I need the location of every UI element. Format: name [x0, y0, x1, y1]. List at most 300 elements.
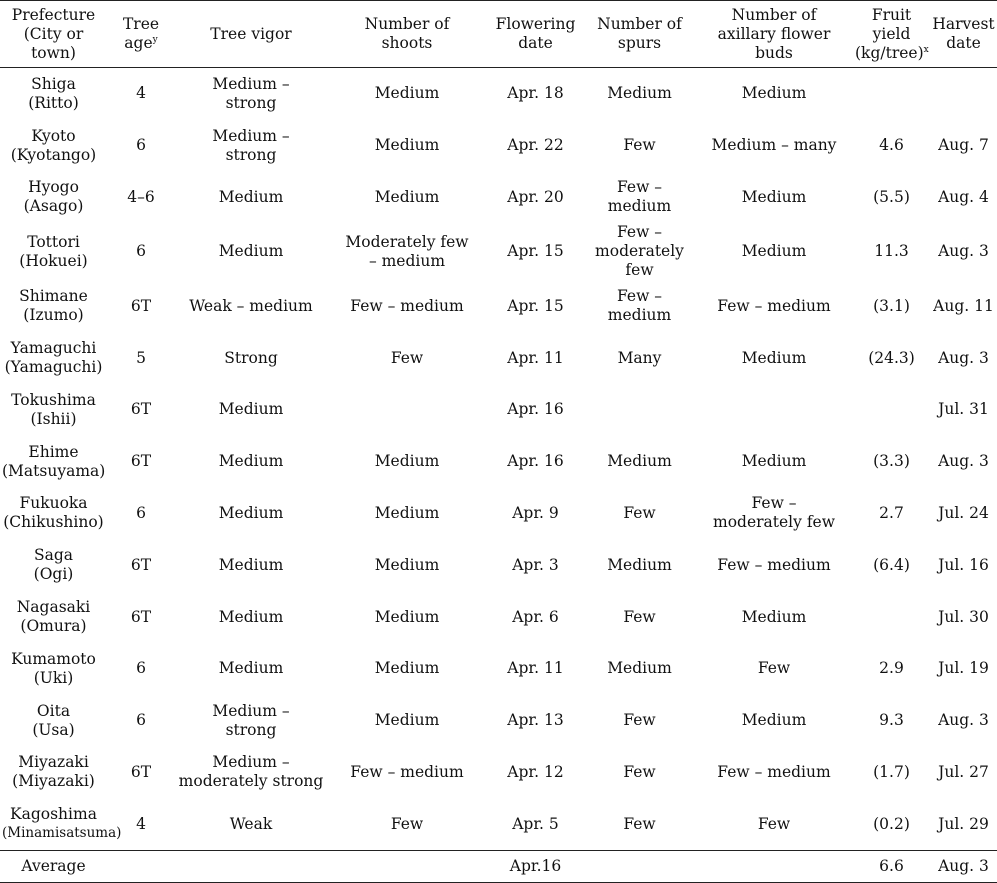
cell-spurs-text: Few [623, 136, 656, 155]
prefecture-name: Nagasaki [16, 598, 91, 617]
cell-fruit-yield [853, 798, 930, 850]
cell-harvest-date [930, 223, 997, 280]
cell-axillary-buds [695, 172, 853, 224]
cell-fruit-yield [853, 332, 930, 384]
cell-tree-vigor-text: Weak [229, 814, 273, 833]
cell-tree-age [107, 332, 175, 384]
prefecture-name: Kumamoto [11, 649, 96, 668]
cell-prefecture [0, 539, 107, 591]
cell-fruit-yield-text: 9.3 [879, 711, 904, 730]
cell-tree-age-text: 6 [136, 136, 146, 155]
cell-spurs-text: Few [623, 814, 656, 833]
cell-harvest-date [930, 436, 997, 488]
city-name: (Izumo) [23, 306, 84, 325]
cell-axillary-buds [695, 747, 853, 799]
cell-axillary-buds [695, 488, 853, 540]
cell-flowering-date [487, 68, 584, 120]
header-shoots: Number of shoots [327, 1, 487, 68]
cell-harvest-date-text: Jul. 16 [938, 555, 989, 574]
cell-harvest-date-text: Jul. 19 [938, 659, 989, 678]
cell-fruit-yield [853, 120, 930, 172]
cell-axillary-buds-text: Few – medium [717, 555, 831, 574]
cell-prefecture [0, 798, 122, 850]
cell-shoots [327, 280, 487, 332]
cell-spurs-text: Medium [607, 555, 672, 574]
table-header [0, 1, 997, 68]
city-name: (Asago) [23, 197, 84, 216]
cell-shoots-text: Few [390, 348, 424, 367]
cell-shoots-text: Medium [374, 136, 440, 155]
cell-tree-age [107, 747, 175, 799]
cell-fruit-yield [853, 539, 930, 591]
cell-tree-age-text: 4 [136, 84, 146, 103]
cell-tree-age [107, 68, 175, 120]
prefecture-name: Tokushima [11, 390, 96, 409]
cell-spurs-text: Medium [607, 84, 672, 103]
table-row [0, 436, 997, 488]
cell-axillary-buds [695, 332, 853, 384]
cell-harvest-date-text: Aug. 3 [938, 242, 989, 261]
cell-tree-vigor [175, 172, 327, 224]
city-name: (Yamaguchi) [4, 358, 103, 377]
cell-fruit-yield [853, 747, 930, 799]
cell-tree-vigor [175, 695, 327, 747]
cell-harvest-date [930, 384, 997, 436]
cell-shoots-text: Medium [374, 84, 440, 103]
table-row [0, 384, 997, 436]
cell-prefecture [0, 332, 107, 384]
cell-tree-age [107, 120, 175, 172]
cell-harvest-date [930, 643, 997, 695]
cell-tree-vigor [175, 120, 327, 172]
table-row [0, 488, 997, 540]
prefecture-name: Yamaguchi [10, 339, 97, 358]
cell-fruit-yield [853, 436, 930, 488]
cell-axillary-buds [695, 695, 853, 747]
cell-harvest-date [930, 539, 997, 591]
cell-shoots [327, 643, 487, 695]
city-name: (Usa) [32, 720, 75, 739]
cell-tree-vigor [175, 643, 327, 695]
cell-flowering-date-text: Apr. 20 [507, 187, 564, 206]
table-row [0, 172, 997, 224]
cell-tree-vigor [175, 591, 327, 643]
cell-prefecture [0, 436, 107, 488]
cell-tree-age-text: 6T [130, 555, 152, 574]
cell-spurs-text: Few – medium [607, 287, 672, 325]
cell-harvest-date-text: Aug. 7 [938, 136, 989, 155]
cell-flowering-date [487, 591, 584, 643]
cell-prefecture [0, 223, 107, 280]
cell-fruit-yield [853, 172, 930, 224]
table-row [0, 280, 997, 332]
cell-tree-age [107, 384, 175, 436]
cell-shoots [327, 539, 487, 591]
prefecture-name: Shiga [31, 74, 76, 93]
cell-flowering-date-text: Apr. 9 [512, 503, 559, 522]
cell-tree-age [107, 436, 175, 488]
cell-fruit-yield-text: 11.3 [874, 242, 909, 261]
cell-flowering-date-text: Apr. 16 [507, 400, 564, 419]
cell-tree-vigor-text: Medium [218, 659, 284, 678]
cell-tree-age-text: 6T [130, 762, 152, 781]
cell-fruit-yield [853, 591, 930, 643]
cell-flowering-date [487, 223, 584, 280]
cell-tree-vigor-text: Medium [218, 452, 284, 471]
average-label: Average [0, 851, 107, 883]
cell-axillary-buds-text: Few – medium [717, 762, 831, 781]
cell-shoots [327, 798, 487, 850]
cell-fruit-yield-text: (5.5) [873, 187, 910, 206]
cell-flowering-date [487, 172, 584, 224]
city-name: (Minamisatsuma) [2, 825, 122, 842]
cell-spurs-text: Medium [607, 659, 672, 678]
cell-fruit-yield-text: (0.2) [873, 814, 910, 833]
cell-flowering-date-text: Apr. 15 [507, 242, 564, 261]
table-row [0, 120, 997, 172]
cell-tree-age-text: 6T [130, 400, 152, 419]
cell-spurs [584, 172, 695, 224]
prefecture-name: Oita [36, 701, 71, 720]
cell-tree-age-text: 6 [136, 711, 146, 730]
cell-axillary-buds [695, 539, 853, 591]
cell-tree-vigor-text: Medium [218, 400, 284, 419]
cell-tree-age-text: 5 [136, 348, 146, 367]
cell-axillary-buds-text: Few [757, 814, 791, 833]
cell-harvest-date-text: Aug. 11 [933, 296, 994, 315]
cell-harvest-date-text: Jul. 30 [938, 607, 989, 626]
cell-tree-vigor [175, 332, 327, 384]
cell-spurs-text: Few [623, 607, 656, 626]
cell-axillary-buds [695, 643, 853, 695]
cell-tree-age [107, 539, 175, 591]
cell-flowering-date-text: Apr. 3 [512, 555, 559, 574]
header-axillary-buds: Number of axillary flower buds [695, 1, 853, 68]
cell-axillary-buds [695, 120, 853, 172]
cell-harvest-date [930, 280, 997, 332]
cell-flowering-date [487, 332, 584, 384]
cell-fruit-yield [853, 488, 930, 540]
cell-tree-vigor-text: Medium [218, 187, 284, 206]
table-row [0, 695, 997, 747]
cell-spurs-text: Many [617, 348, 662, 367]
cell-harvest-date-text: Aug. 4 [938, 187, 989, 206]
cell-harvest-date [930, 172, 997, 224]
cell-axillary-buds-text: Medium [741, 348, 807, 367]
cell-harvest-date-text: Aug. 3 [938, 711, 989, 730]
cell-spurs [584, 68, 695, 120]
cell-spurs [584, 591, 695, 643]
cell-prefecture [0, 488, 107, 540]
cell-flowering-date-text: Apr. 12 [507, 762, 564, 781]
prefecture-name: Ehime [28, 442, 79, 461]
cell-axillary-buds-text: Few – medium [717, 296, 831, 315]
cell-tree-vigor-text: Medium – strong [212, 701, 290, 739]
cell-shoots-text: Medium [374, 555, 440, 574]
cell-fruit-yield-text: (24.3) [868, 348, 915, 367]
average-yield: 6.6 [853, 851, 930, 883]
cell-harvest-date [930, 695, 997, 747]
cell-axillary-buds [695, 223, 853, 280]
prefecture-name: Hyogo [28, 178, 79, 197]
cell-tree-vigor-text: Medium – moderately strong [178, 753, 324, 791]
cell-fruit-yield-text: (3.3) [873, 452, 910, 471]
cell-spurs-text: Few [623, 503, 656, 522]
header-tree-age: Tree age$^y$ [107, 1, 175, 68]
cell-shoots [327, 436, 487, 488]
header-prefecture: Prefecture (City or town) [0, 1, 107, 68]
cell-tree-age [107, 488, 175, 540]
cell-flowering-date [487, 436, 584, 488]
cell-flowering-date [487, 384, 584, 436]
header-fruit-yield: Fruit yield (kg/tree)$^x$ [853, 1, 930, 68]
prefecture-name: Kagoshima [10, 805, 97, 824]
cell-shoots-text: Few – medium [350, 296, 464, 315]
cell-axillary-buds-text: Few – moderately few [713, 494, 835, 532]
cell-spurs-text: Few [623, 711, 656, 730]
city-name: (Miyazaki) [12, 772, 95, 791]
cell-tree-vigor [175, 68, 327, 120]
cell-shoots [327, 488, 487, 540]
cell-harvest-date-text: Aug. 3 [938, 348, 989, 367]
header-row [0, 1, 997, 68]
cell-flowering-date-text: Apr. 15 [507, 296, 564, 315]
prefecture-name: Fukuoka [19, 494, 88, 513]
cell-tree-vigor [175, 798, 327, 850]
cell-flowering-date-text: Apr. 11 [507, 348, 564, 367]
cell-prefecture [0, 68, 107, 120]
cell-flowering-date [487, 120, 584, 172]
city-name: (Chikushino) [3, 513, 104, 532]
cell-harvest-date-text: Aug. 3 [938, 452, 989, 471]
cell-tree-vigor [175, 436, 327, 488]
cell-flowering-date-text: Apr. 22 [507, 136, 564, 155]
prefecture-name: Kyoto [31, 126, 76, 145]
cell-tree-age-text: 6T [130, 452, 152, 471]
cell-harvest-date-text: Jul. 24 [938, 503, 989, 522]
cell-harvest-date-text: Jul. 31 [938, 400, 989, 419]
table-row [0, 68, 997, 120]
cell-spurs [584, 384, 695, 436]
cell-tree-vigor [175, 747, 327, 799]
cell-axillary-buds [695, 384, 853, 436]
cell-shoots-text: Few – medium [350, 762, 464, 781]
cell-flowering-date [487, 695, 584, 747]
cell-axillary-buds-text: Medium [741, 607, 807, 626]
table-row [0, 539, 997, 591]
table-row [0, 747, 997, 799]
city-name: (Kyotango) [10, 145, 97, 164]
cell-shoots-text: Medium [374, 187, 440, 206]
cell-tree-age-text: 6 [136, 503, 146, 522]
cell-harvest-date [930, 798, 997, 850]
header-tree-vigor: Tree vigor [175, 1, 327, 68]
cell-spurs [584, 120, 695, 172]
cell-axillary-buds [695, 436, 853, 488]
cell-spurs [584, 798, 695, 850]
cell-flowering-date-text: Apr. 6 [512, 607, 559, 626]
cell-spurs-text: Few – moderately few [595, 223, 684, 280]
cell-axillary-buds-text: Medium [741, 452, 807, 471]
cell-flowering-date-text: Apr. 5 [512, 814, 559, 833]
cell-prefecture [0, 280, 107, 332]
cell-tree-age [107, 280, 175, 332]
cell-flowering-date [487, 280, 584, 332]
cell-shoots-text: Medium [374, 711, 440, 730]
cell-prefecture [0, 384, 107, 436]
cell-spurs [584, 643, 695, 695]
cell-spurs [584, 332, 695, 384]
cell-tree-age [107, 591, 175, 643]
cell-fruit-yield [853, 68, 930, 120]
cell-tree-vigor [175, 539, 327, 591]
cell-axillary-buds-text: Medium – many [711, 136, 837, 155]
cell-tree-age-text: 6 [136, 242, 146, 261]
cell-spurs-text: Few – medium [607, 178, 672, 216]
cell-spurs [584, 539, 695, 591]
cell-flowering-date-text: Apr. 11 [507, 659, 564, 678]
cell-axillary-buds-text: Medium [741, 711, 807, 730]
prefecture-name: Miyazaki [18, 753, 89, 772]
cell-shoots [327, 120, 487, 172]
cell-fruit-yield-text: (6.4) [873, 555, 910, 574]
table-row [0, 798, 997, 850]
cell-tree-vigor-text: Strong [224, 348, 278, 367]
city-name: (Ogi) [33, 565, 74, 584]
cell-shoots [327, 747, 487, 799]
cell-flowering-date-text: Apr. 18 [507, 84, 564, 103]
cell-axillary-buds-text: Medium [741, 84, 807, 103]
cell-tree-vigor [175, 488, 327, 540]
cell-shoots [327, 591, 487, 643]
city-name: (Uki) [33, 668, 74, 687]
cell-tree-age-text: 4–6 [127, 187, 155, 206]
table-row [0, 643, 997, 695]
cell-prefecture [0, 120, 107, 172]
prefecture-name: Shimane [19, 287, 88, 306]
cell-flowering-date-text: Apr. 16 [507, 452, 564, 471]
table-row [0, 223, 997, 280]
city-name: (Hokuei) [19, 251, 88, 270]
cell-axillary-buds [695, 280, 853, 332]
cell-tree-age-text: 4 [136, 814, 146, 833]
cell-flowering-date [487, 798, 584, 850]
cell-tree-age-text: 6 [136, 659, 146, 678]
city-name: (Ritto) [28, 93, 79, 112]
cell-tree-age-text: 6T [130, 607, 152, 626]
cell-harvest-date [930, 332, 997, 384]
cell-flowering-date [487, 643, 584, 695]
table-body [0, 68, 997, 851]
cell-tree-age [107, 643, 175, 695]
cell-tree-age [107, 223, 175, 280]
cell-fruit-yield [853, 695, 930, 747]
cell-shoots [327, 332, 487, 384]
cell-axillary-buds [695, 591, 853, 643]
yield-footnote-mark: x [923, 44, 929, 55]
cell-fruit-yield [853, 643, 930, 695]
cell-axillary-buds-text: Medium [741, 242, 807, 261]
cell-prefecture [0, 643, 107, 695]
city-name: (Matsuyama) [2, 461, 106, 480]
cell-prefecture [0, 172, 107, 224]
cell-shoots-text: Medium [374, 659, 440, 678]
tree-age-footnote-mark: y [152, 35, 158, 45]
cell-axillary-buds [695, 798, 853, 850]
cell-flowering-date [487, 488, 584, 540]
cell-tree-vigor-text: Weak – medium [189, 296, 313, 315]
cell-harvest-date [930, 747, 997, 799]
cell-shoots [327, 695, 487, 747]
cell-tree-age [107, 695, 175, 747]
cell-prefecture [0, 695, 107, 747]
header-flowering-date: Flowering date [487, 1, 584, 68]
cell-flowering-date-text: Apr. 13 [507, 711, 564, 730]
cell-shoots-text: Medium [374, 503, 440, 522]
cell-spurs-text: Medium [607, 452, 672, 471]
cell-tree-age [107, 172, 175, 224]
cell-tree-vigor-text: Medium [218, 555, 284, 574]
cell-spurs [584, 488, 695, 540]
cell-fruit-yield-text: 2.9 [879, 659, 904, 678]
cell-spurs [584, 436, 695, 488]
cell-fruit-yield-text: (3.1) [873, 296, 910, 315]
header-harvest-date: Harvest date [930, 1, 997, 68]
cell-tree-vigor-text: Medium [218, 607, 284, 626]
cell-harvest-date-text: Jul. 29 [938, 814, 989, 833]
cell-tree-vigor-text: Medium – strong [212, 126, 290, 164]
cell-spurs [584, 695, 695, 747]
cell-harvest-date [930, 591, 997, 643]
cell-fruit-yield [853, 384, 930, 436]
cell-flowering-date [487, 747, 584, 799]
cell-fruit-yield-text: 2.7 [879, 503, 904, 522]
cell-axillary-buds-text: Medium [741, 187, 807, 206]
cell-harvest-date-text: Jul. 27 [938, 762, 989, 781]
cell-fruit-yield-text: 4.6 [879, 136, 904, 155]
cell-fruit-yield-text: (1.7) [873, 762, 910, 781]
cell-tree-vigor-text: Medium [218, 503, 284, 522]
city-name: (Ishii) [30, 409, 77, 428]
cell-spurs [584, 747, 695, 799]
cell-tree-vigor-text: Medium [218, 242, 284, 261]
cell-shoots-text: Medium [374, 452, 440, 471]
table-row [0, 591, 997, 643]
cell-shoots [327, 172, 487, 224]
table-row [0, 332, 997, 384]
cell-fruit-yield [853, 223, 930, 280]
cell-tree-vigor [175, 384, 327, 436]
cell-fruit-yield [853, 280, 930, 332]
header-spurs: Number of spurs [584, 1, 695, 68]
cell-shoots-text: Moderately few – medium [345, 232, 469, 270]
cell-shoots-text: Few [390, 814, 424, 833]
cell-shoots [327, 384, 487, 436]
cell-tree-vigor [175, 280, 327, 332]
average-harvest: Aug. 3 [930, 851, 997, 883]
city-name: (Omura) [20, 617, 87, 636]
cell-tree-age-text: 6T [130, 296, 152, 315]
cell-spurs-text: Few [623, 762, 656, 781]
cell-shoots [327, 223, 487, 280]
cell-shoots-text: Medium [374, 607, 440, 626]
cell-axillary-buds-text: Few [757, 659, 791, 678]
cell-harvest-date [930, 120, 997, 172]
average-flowering: Apr.16 [487, 851, 584, 883]
prefecture-name: Tottori [27, 232, 80, 251]
cell-tree-vigor-text: Medium – strong [212, 74, 290, 112]
cell-flowering-date [487, 539, 584, 591]
